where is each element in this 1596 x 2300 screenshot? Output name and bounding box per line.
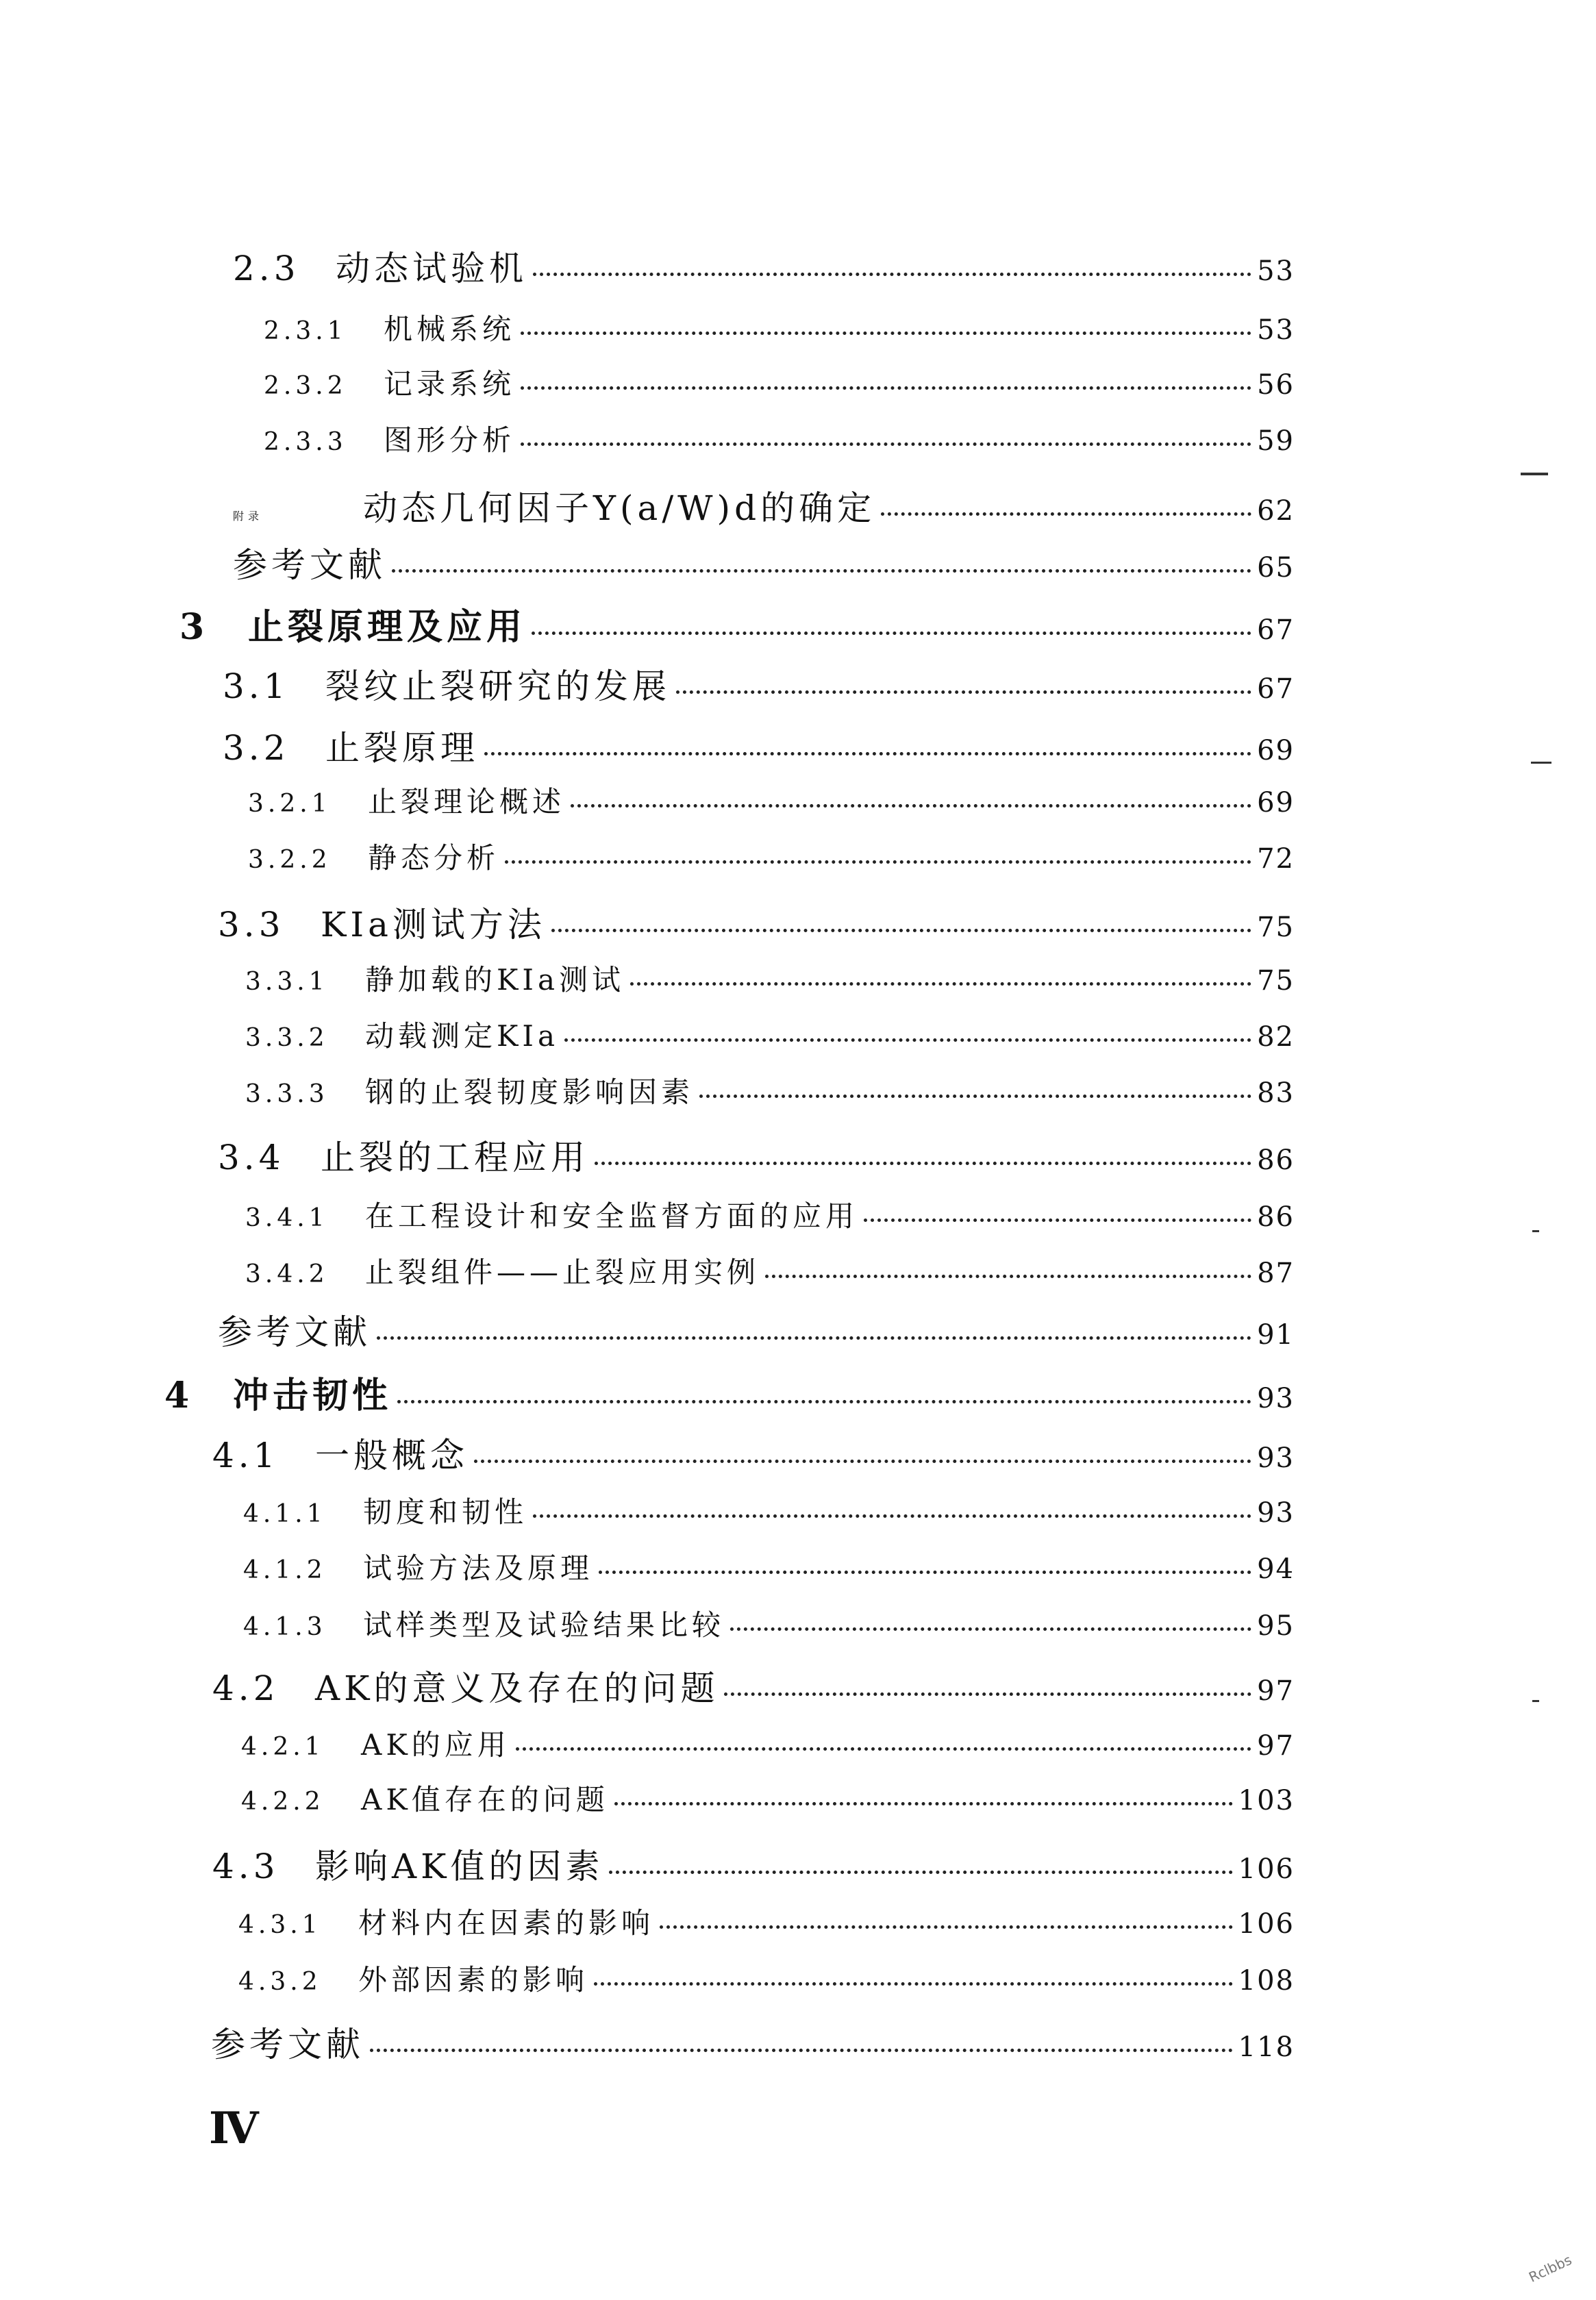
toc-entry <box>248 779 1295 821</box>
toc-entry-page: 93 <box>1257 1442 1295 1474</box>
dot-leader <box>532 632 1251 635</box>
toc-entry-page: 62 <box>1257 495 1295 527</box>
toc-entry-number: 2.3 <box>233 249 300 288</box>
toc-entry-page: 59 <box>1257 425 1295 457</box>
toc-entry <box>233 241 1295 290</box>
dot-leader <box>614 1802 1233 1805</box>
toc-entry-title: 图形分析 <box>384 423 516 457</box>
dot-leader <box>377 1336 1251 1340</box>
toc-entry-title: 动态试验机 <box>336 249 527 288</box>
toc-entry-title: 参考文献 <box>233 545 386 585</box>
toc-entry <box>264 362 1295 403</box>
dot-leader <box>881 512 1251 516</box>
toc-entry-number: 4.3.1 <box>238 1911 322 1939</box>
toc-entry <box>245 958 1295 999</box>
toc-entry-number: 4.1.2 <box>243 1556 327 1584</box>
toc-entry-page: 65 <box>1257 552 1295 584</box>
dot-leader <box>516 1747 1251 1751</box>
dot-leader <box>392 569 1251 573</box>
toc-entry-title: AK的应用 <box>361 1728 510 1762</box>
toc-entry-page: 103 <box>1238 1785 1295 1816</box>
toc-entry <box>233 538 1295 587</box>
dot-leader <box>630 982 1251 986</box>
toc-entry-title: KIa测试方法 <box>321 905 546 945</box>
toc-entry-page: 97 <box>1257 1675 1295 1707</box>
toc-entry-title: 动态几何因子Y(a/W)d的确定 <box>363 488 876 528</box>
toc-entry-title: 裂纹止裂研究的发展 <box>325 666 671 706</box>
toc-entry-page: 75 <box>1257 965 1295 997</box>
toc-entry-number: 3.4.1 <box>245 1204 329 1232</box>
dot-leader <box>533 1514 1251 1518</box>
dot-leader <box>521 386 1251 390</box>
toc-entry-page: 83 <box>1257 1077 1295 1109</box>
toc-entry <box>164 1366 1295 1418</box>
toc-entry-title: 冲击韧性 <box>233 1375 392 1416</box>
toc-entry-title: 记录系统 <box>384 367 516 401</box>
toc-entry <box>245 1014 1295 1055</box>
dot-leader <box>699 1095 1251 1098</box>
toc-entry-page: 91 <box>1257 1319 1295 1351</box>
toc-entry <box>245 1194 1295 1235</box>
toc-entry-title: AK的意义及存在的问题 <box>315 1668 719 1708</box>
toc-entry-number: 3.2.2 <box>248 846 332 874</box>
toc-entry-page: 118 <box>1238 2032 1295 2063</box>
toc-entry-page: 53 <box>1257 255 1295 287</box>
dot-leader <box>533 273 1251 276</box>
toc-entry-number: 4.1.3 <box>243 1613 327 1641</box>
toc-entry-page: 94 <box>1257 1553 1295 1585</box>
toc-entry-page: 93 <box>1257 1497 1295 1529</box>
toc-entry-page: 87 <box>1257 1258 1295 1289</box>
toc-entry <box>212 1428 1295 1477</box>
toc-entry <box>179 598 1295 649</box>
toc-entry <box>248 836 1295 877</box>
toc-entry-number: 3.2.1 <box>248 790 332 818</box>
dot-leader <box>595 1162 1251 1165</box>
dot-leader <box>594 1982 1233 1986</box>
toc-entry <box>264 307 1295 348</box>
toc-entry-page: 56 <box>1257 369 1295 401</box>
toc-entry-number: 4.2.1 <box>241 1733 325 1761</box>
toc-entry-title: 止裂原理 <box>325 728 479 768</box>
toc-entry-title: 止裂组件——止裂应用实例 <box>365 1255 760 1289</box>
toc-entry <box>238 1901 1295 1942</box>
dot-leader <box>505 860 1251 864</box>
toc-entry-title: AK值存在的问题 <box>361 1783 609 1816</box>
dot-leader <box>676 690 1251 694</box>
toc-entry-number: 3.4.2 <box>245 1260 329 1288</box>
toc-entry <box>212 1839 1295 1888</box>
dot-leader <box>564 1038 1251 1042</box>
toc-entry-title: 试样类型及试验结果比较 <box>363 1608 725 1642</box>
toc-entry-page: 106 <box>1238 1908 1295 1940</box>
toc-entry-number: 2.3.1 <box>264 317 347 345</box>
dot-leader <box>551 929 1251 932</box>
dot-leader <box>521 442 1251 446</box>
toc-entry-number: 3.3.2 <box>245 1024 329 1052</box>
toc-entry <box>223 721 1295 770</box>
page-footer-numeral: Ⅳ <box>209 2103 259 2154</box>
dot-leader <box>521 332 1251 335</box>
toc-entry-page: 75 <box>1257 912 1295 943</box>
toc-entry-title: 止裂原理及应用 <box>248 606 527 648</box>
dot-leader <box>370 2049 1233 2052</box>
toc-entry-title: 外部因素的影响 <box>358 1963 589 1997</box>
dot-leader <box>571 804 1251 808</box>
scan-mark <box>1521 473 1548 475</box>
toc-entry-title: 静态分析 <box>368 841 500 875</box>
toc-entry-title: 影响AK值的因素 <box>315 1847 604 1886</box>
dot-leader <box>484 752 1251 755</box>
scan-mark <box>1532 1700 1539 1702</box>
watermark-stamp: Rclbbs <box>1526 2251 1575 2286</box>
toc-entry-page: 95 <box>1257 1610 1295 1642</box>
toc-entry-page: 67 <box>1257 614 1295 646</box>
toc-entry <box>264 418 1295 459</box>
dot-leader <box>609 1871 1232 1874</box>
toc-entry-title: 机械系统 <box>384 312 516 346</box>
toc-entry-number: 3.3 <box>218 905 285 945</box>
toc-entry-title: 试验方法及原理 <box>363 1551 594 1585</box>
toc-entry-title: 韧度和韧性 <box>363 1495 528 1529</box>
toc-entry-number: 2.3.3 <box>264 428 347 456</box>
toc-entry-title: 止裂理论概述 <box>368 785 566 818</box>
dot-leader <box>599 1571 1251 1574</box>
toc-entry-number: 3 <box>179 606 209 648</box>
toc-entry-page: 108 <box>1238 1965 1295 1997</box>
toc-entry-page: 93 <box>1257 1383 1295 1414</box>
toc-entry <box>245 1250 1295 1291</box>
toc-entry <box>211 2017 1295 2066</box>
dot-leader <box>660 1925 1233 1929</box>
toc-entry <box>241 1777 1295 1818</box>
toc-entry-page: 86 <box>1257 1201 1295 1233</box>
toc-entry-number: 4 <box>164 1375 194 1416</box>
toc-entry-number: 4.2.2 <box>241 1788 325 1816</box>
toc-entry-title: 在工程设计和安全监督方面的应用 <box>365 1199 859 1233</box>
toc-entry-title: 钢的止裂韧度影响因素 <box>365 1075 695 1109</box>
dot-leader <box>397 1400 1251 1403</box>
toc-entry-page: 69 <box>1257 787 1295 818</box>
toc-entry <box>243 1603 1295 1644</box>
toc-entry-number: 2.3.2 <box>264 372 347 400</box>
toc-entry-title: 静加载的KIa测试 <box>365 963 625 997</box>
dot-leader <box>765 1275 1251 1278</box>
toc-entry <box>218 1305 1295 1354</box>
toc-entry-page: 97 <box>1257 1730 1295 1762</box>
toc-entry-number: 3.1 <box>223 666 290 706</box>
toc-entry-title: 一般概念 <box>315 1436 469 1475</box>
toc-entry-number: 4.3.2 <box>238 1968 322 1996</box>
toc-entry-page: 69 <box>1257 735 1295 766</box>
toc-entry <box>212 1661 1295 1710</box>
toc-entry-number: 3.4 <box>218 1138 285 1177</box>
toc-entry-page: 86 <box>1257 1145 1295 1176</box>
toc-entry-page: 53 <box>1257 314 1295 346</box>
toc-entry <box>218 1130 1295 1179</box>
toc-entry <box>243 1490 1295 1531</box>
toc-entry-number: 附录 <box>233 510 264 523</box>
toc-entry-number: 4.1.1 <box>243 1500 327 1528</box>
toc-entry-title: 参考文献 <box>211 2025 364 2064</box>
toc-entry-number: 4.1 <box>212 1436 279 1475</box>
toc-entry <box>238 1958 1295 1999</box>
toc-entry <box>243 1546 1295 1587</box>
toc-entry-title: 材料内在因素的影响 <box>358 1906 655 1940</box>
toc-entry <box>241 1723 1295 1764</box>
toc-entry-page: 82 <box>1257 1021 1295 1053</box>
toc-entry <box>223 659 1295 708</box>
dot-leader <box>474 1460 1251 1463</box>
toc-entry-title: 动载测定KIa <box>365 1019 560 1053</box>
toc-entry-number: 4.3 <box>212 1847 279 1886</box>
toc-entry-page: 67 <box>1257 673 1295 705</box>
scan-mark <box>1531 762 1551 764</box>
scan-mark <box>1532 1230 1539 1232</box>
toc-entry <box>233 481 1295 530</box>
toc-entry-number: 3.3.3 <box>245 1080 329 1108</box>
toc-entry-number: 4.2 <box>212 1668 279 1708</box>
toc-entry-number: 3.2 <box>223 728 290 768</box>
toc-entry-page: 106 <box>1238 1853 1295 1885</box>
toc-entry <box>245 1070 1295 1111</box>
toc-entry-number: 3.3.1 <box>245 968 329 996</box>
dot-leader <box>864 1218 1251 1222</box>
toc-entry <box>218 897 1295 947</box>
dot-leader <box>730 1627 1251 1631</box>
toc-entry-title: 参考文献 <box>218 1312 371 1352</box>
dot-leader <box>724 1692 1251 1696</box>
toc-entry-title: 止裂的工程应用 <box>321 1138 589 1177</box>
toc-entry-page: 72 <box>1257 843 1295 875</box>
